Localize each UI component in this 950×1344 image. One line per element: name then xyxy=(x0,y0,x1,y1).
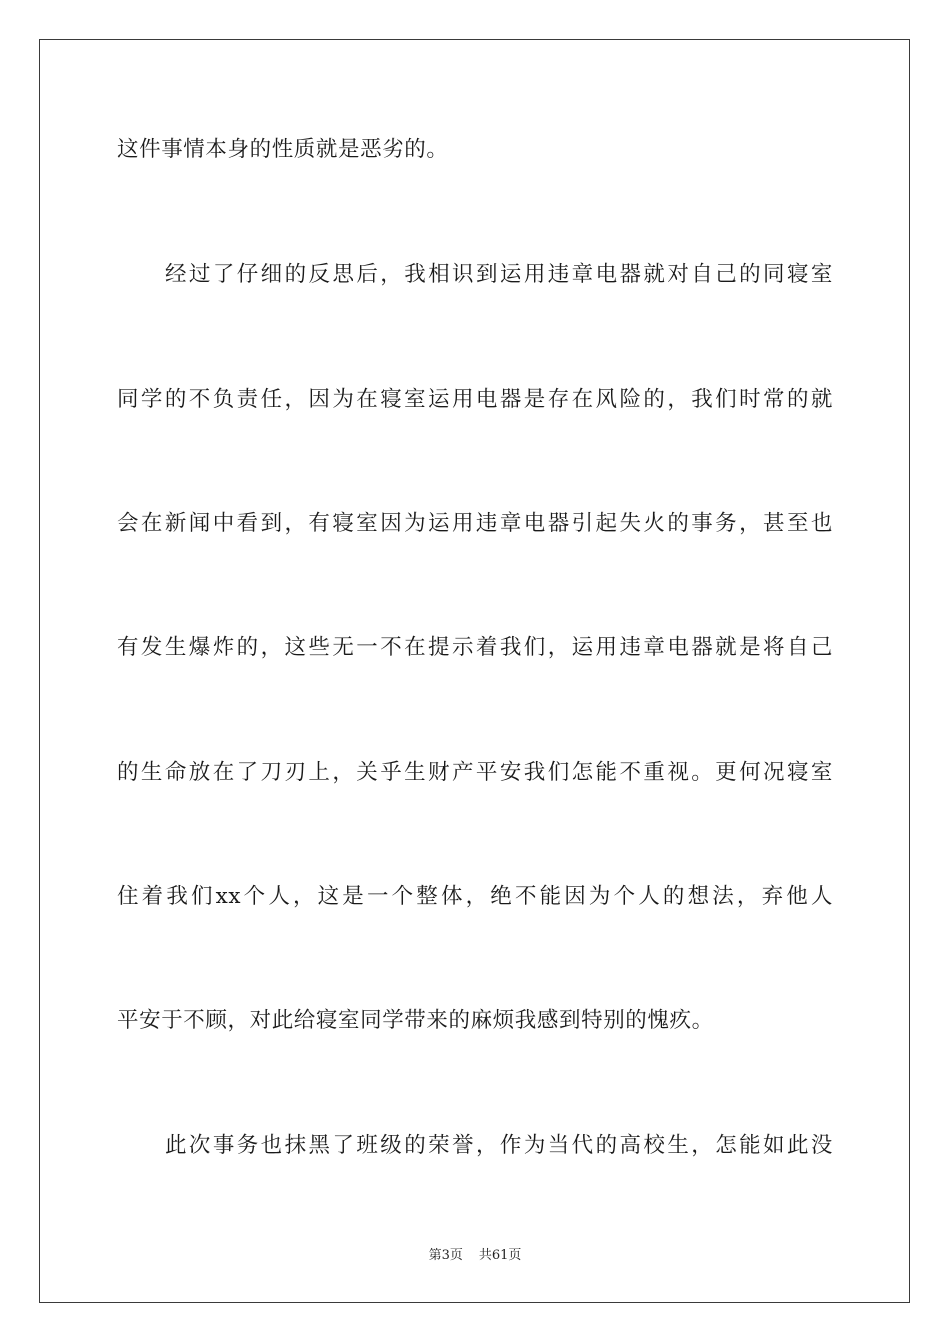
body-line-2: 经过了仔细的反思后，我相识到运用违章电器就对自己的同寝室 xyxy=(165,262,833,287)
body-line-9: 此次事务也抹黑了班级的荣誉，作为当代的高校生，怎能如此没 xyxy=(165,1133,833,1158)
body-line-3: 同学的不负责任，因为在寝室运用电器是存在风险的，我们时常的就 xyxy=(117,387,833,412)
page-border xyxy=(39,39,910,1303)
body-line-7: 住着我们xx个人，这是一个整体，绝不能因为个人的想法，弃他人 xyxy=(117,884,833,909)
body-line-4: 会在新闻中看到，有寝室因为运用违章电器引起失火的事务，甚至也 xyxy=(117,511,833,536)
page-total: 共61页 xyxy=(478,1248,522,1263)
page-footer xyxy=(0,1247,950,1265)
page-number: 第3页 xyxy=(428,1248,463,1263)
body-line-8: 平安于不顾，对此给寝室同学带来的麻烦我感到特别的愧疚。 xyxy=(117,1008,714,1033)
body-line-5: 有发生爆炸的，这些无一不在提示着我们，运用违章电器就是将自己 xyxy=(117,635,833,660)
body-line-6: 的生命放在了刀刃上，关乎生财产平安我们怎能不重视。更何况寝室 xyxy=(117,760,833,785)
body-line-1: 这件事情本身的性质就是恶劣的。 xyxy=(117,137,449,162)
